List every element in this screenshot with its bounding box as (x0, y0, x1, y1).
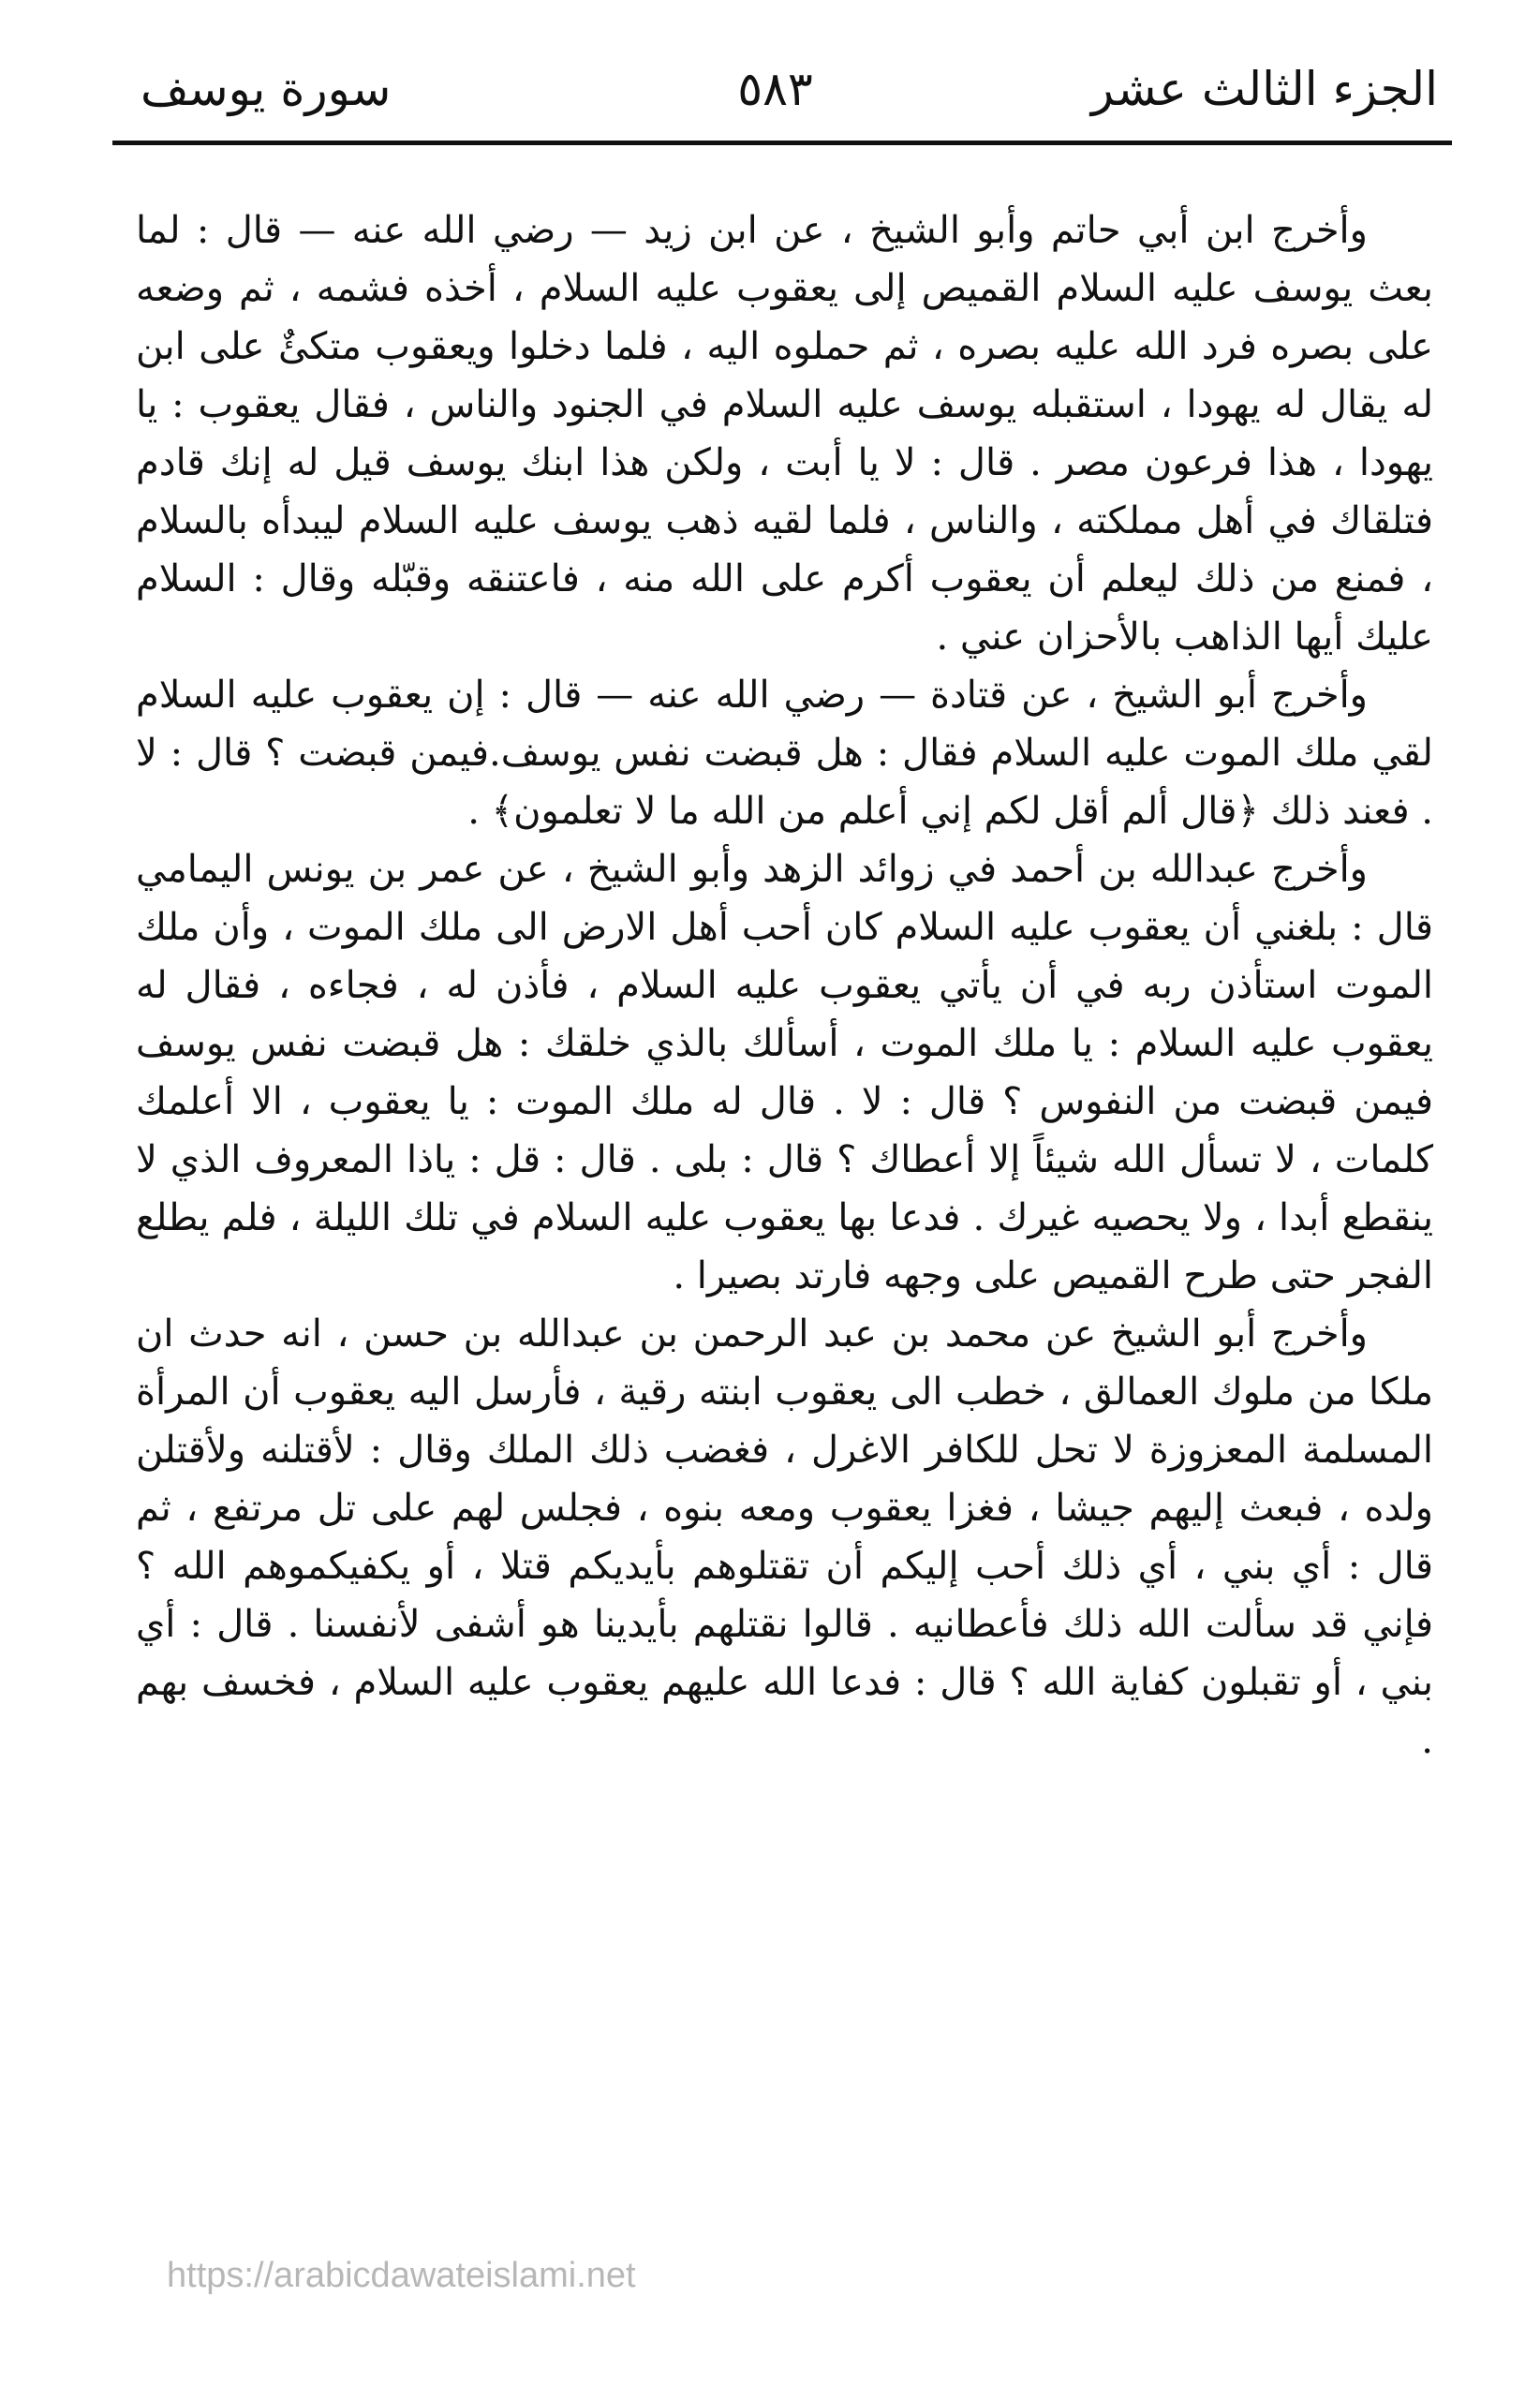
page-number: ٥٨٣ (737, 62, 813, 116)
paragraph-3: وأخرج عبدالله بن أحمد في زوائد الزهد وأبو الشيخ ، عن عمر بن يونس اليمامي قال : بلغني أن يعقوب عليه السلام كان أحب أهل الارض الى ملك الموت ، وأن ملك الموت استأذن ربه في أن يأتي يعقوب عليه السلام ، فأذن له ، فجاءه ، فقال له يعقوب عليه السلام : يا ملك الموت ، أسألك بالذي خلقك : هل قبضت نفس يوسف فيمن قبضت من النفوس ؟ قال : لا . قال له ملك الموت : يا يعقوب ، الا أعلمك كلمات ، لا تسأل الله شيئاً إلا أعطاك ؟ قال : بلى . قال : قل : ياذا المعروف الذي لا ينقطع أبدا ، ولا يحصيه غيرك . فدعا بها يعقوب عليه السلام في تلك الليلة ، فلم يطلع الفجر حتى طرح القميص على وجهه فارتد بصيرا . (136, 848, 1433, 1297)
paragraph-4: وأخرج أبو الشيخ عن محمد بن عبد الرحمن بن عبدالله بن حسن ، انه حدث ان ملكا من ملوك العمالق ، خطب الى يعقوب ابنته رقية ، فأرسل اليه يعقوب أن المرأة المسلمة المعزوزة لا تحل للكافر الاغرل ، فغضب ذلك الملك وقال : لأقتلنه ولأقتلن ولده ، فبعث إليهم جيشا ، فغزا يعقوب ومعه بنوه ، فجلس لهم على تل مرتفع ، ثم قال : أي بني ، أي ذلك أحب إليكم أن تقتلوهم بأيديكم قتلا ، أو يكفيكموهم الله ؟ فإني قد سألت الله ذلك فأعطانيه . قالوا نقتلهم بأيدينا هو أشفى لأنفسنا . قال : أي بني ، أو تقبلون كفاية الله ؟ قال : فدعا الله عليهم يعقوب عليه السلام ، فخسف بهم . (136, 1312, 1433, 1762)
paragraph-2: وأخرج أبو الشيخ ، عن قتادة — رضي الله عنه — قال : إن يعقوب عليه السلام لقي ملك الموت عليه السلام فقال : هل قبضت نفس يوسف.فيمن قبضت ؟ قال : لا . فعند ذلك ﴿قال ألم أقل لكم إني أعلم من الله ما لا تعلمون﴾ . (136, 674, 1433, 833)
volume-title: الجزء الثالث عشر (1090, 62, 1438, 116)
page-header (112, 47, 1438, 131)
page-body (136, 201, 1433, 1770)
header-divider (112, 141, 1452, 145)
surah-title: سورة يوسف (141, 62, 392, 116)
paragraph-1: وأخرج ابن أبي حاتم وأبو الشيخ ، عن ابن زيد — رضي الله عنه — قال : لما بعث يوسف عليه السلام القميص إلى يعقوب عليه السلام ، أخذه فشمه ، ثم وضعه على بصره فرد الله عليه بصره ، ثم حملوه اليه ، فلما دخلوا ويعقوب متكئٌ على ابن له يقال له يهودا ، استقبله يوسف عليه السلام في الجنود والناس ، فقال يعقوب : يا يهودا ، هذا فرعون مصر . قال : لا يا أبت ، ولكن هذا ابنك يوسف قيل له إنك قادم فتلقاك في أهل مملكته ، والناس ، فلما لقيه ذهب يوسف عليه السلام ليبدأه بالسلام ، فمنع من ذلك ليعلم أن يعقوب أكرم على الله منه ، فاعتنقه وقبّله وقال : السلام عليك أيها الذاهب بالأحزان عني . (136, 209, 1433, 659)
watermark-url: https://arabicdawateislami.net (167, 2256, 636, 2295)
